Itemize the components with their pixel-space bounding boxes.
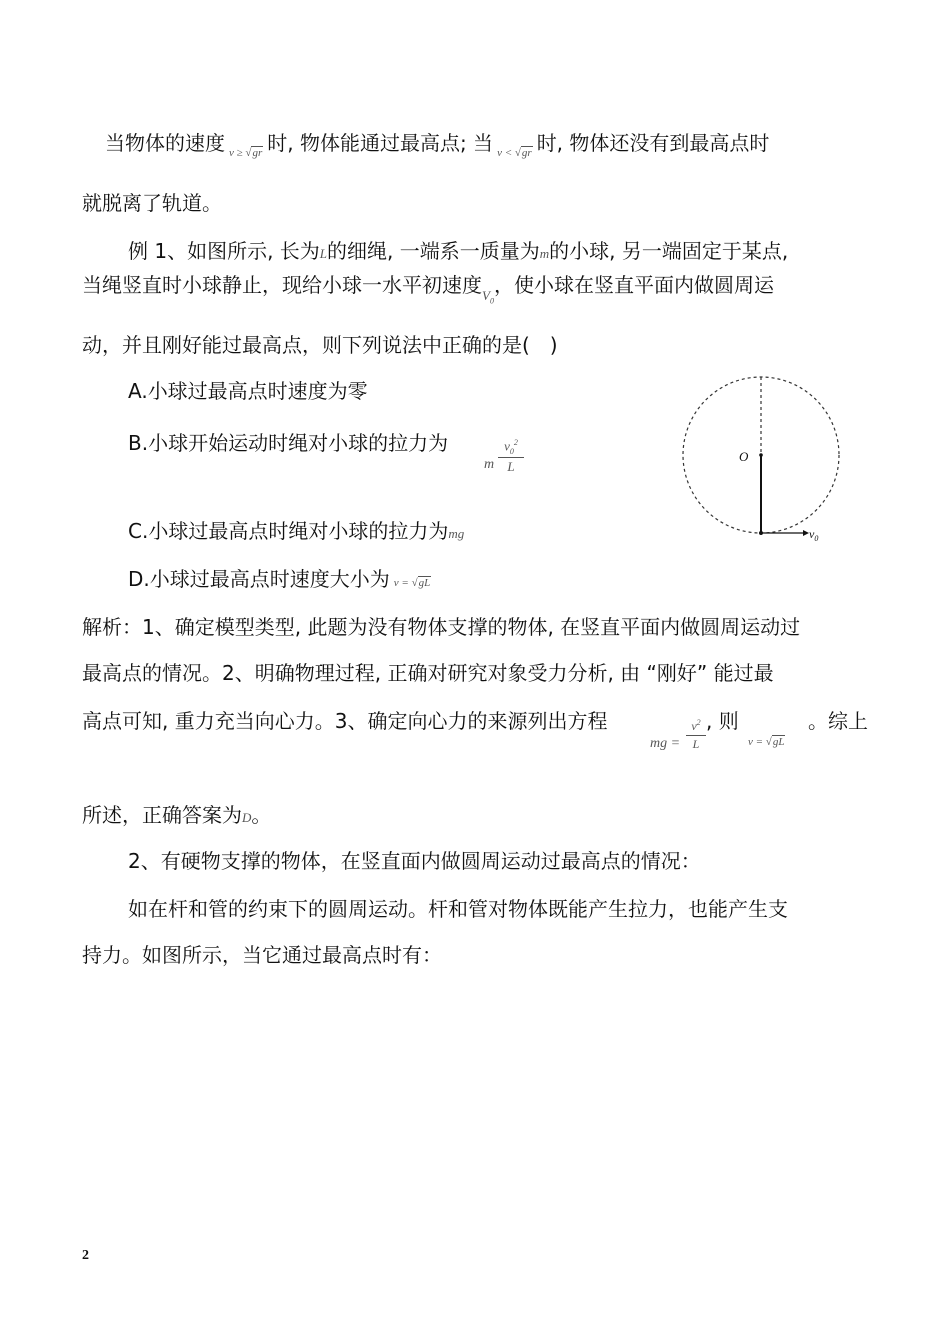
math-L: L [319,246,328,261]
option-c: C.小球过最高点时绳对小球的拉力为mg [128,519,465,543]
analysis-line-4: 所述，正确答案为D。 [82,803,272,827]
center-label: O [739,449,749,464]
velocity-label: $v_0$ [809,527,819,543]
math-v-ge-sqrt-gr: v ≥ √gr [229,147,263,159]
analysis-line-3c: 。综上 [808,709,868,733]
equation-fraction: $v^2$ L [686,718,706,752]
option-d: D.小球过最高点时速度大小为 v = √gL [128,567,431,591]
option-b-fraction: $v_0^2$ L [498,438,524,475]
circle-figure [675,375,855,550]
example-1-line-1: 例 1、如图所示, 长为L的细绳, 一端系一质量为m的小球, 另一端固定于某点, [128,239,789,263]
option-b: B.小球开始运动时绳对小球的拉力为 [128,431,449,455]
analysis-line-3b: , 则 [706,709,739,733]
example-1-line-2: 当绳竖直时小球静止，现给小球一水平初速度$_{V_0}$，使小球在竖直平面内做圆周运 [82,273,774,306]
analysis-line-1: 解析：1、确定模型类型, 此题为没有物体支撑的物体, 在竖直平面内做圆周运动过 [82,615,801,639]
equation-mg-left: mg = [650,736,681,751]
math-mg: mg [448,526,465,541]
equation-v-sqrt-gL: v = √gL [748,736,785,748]
math-m: m [539,246,550,261]
example-1-line-3: 动，并且刚好能过最高点，则下列说法中正确的是( ) [82,333,558,357]
option-a: A.小球过最高点时速度为零 [128,379,368,403]
option-b-math-m: m [484,457,495,472]
center-point [759,453,763,457]
answer-D: D [242,810,252,825]
analysis-line-2: 最高点的情况。2、明确物理过程, 正确对研究对象受力分析, 由 “刚好” 能过最 [82,661,774,685]
page-number: 2 [82,1248,89,1263]
text-line-1: 当物体的速度 $_{v \ge √gr}$ 时, 物体能通过最高点; 当 $_{v < √gr}$ 时, 物体还没有到最高点时 [105,131,770,159]
math-v-eq-sqrt-gL: v = √gL [393,577,431,589]
math-v-lt-sqrt-gr: v < √gr [497,147,532,159]
text-line-2: 就脱离了轨道。 [82,191,222,215]
section-2-line-1: 如在杆和管的约束下的圆周运动。杆和管对物体既能产生拉力，也能产生支 [128,897,788,921]
section-2-line-2: 持力。如图所示，当它通过最高点时有： [82,943,442,967]
section-2-heading: 2、有硬物支撑的物体，在竖直面内做圆周运动过最高点的情况： [128,849,701,873]
analysis-line-3: 高点可知, 重力充当向心力。3、确定向心力的来源列出方程 [82,709,608,733]
math-v0: V0 [482,288,494,306]
